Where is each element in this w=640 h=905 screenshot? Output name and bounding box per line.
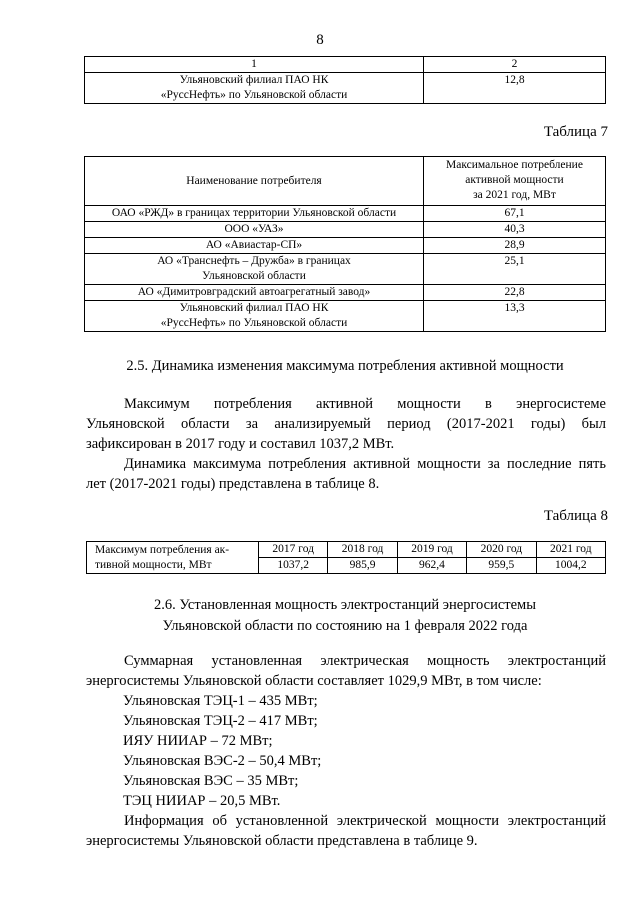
section-2-5-heading: 2.5. Динамика изменения максимума потребления активной мощности [126, 358, 564, 374]
continuation-table [84, 56, 606, 104]
list-item: Ульяновская ТЭЦ-1 – 435 МВт; [123, 693, 318, 709]
value-cell: 28,9 [424, 238, 606, 254]
table-header-row [87, 542, 606, 558]
consumer-name-line: «РуссНефть» по Ульяновской области [160, 89, 348, 101]
list-item: Ульяновская ВЭС-2 – 50,4 МВт; [123, 753, 322, 769]
year-header: 2020 год [467, 542, 536, 558]
table-row [85, 301, 606, 332]
year-header: 2017 год [259, 542, 328, 558]
consumer-name-cell [85, 254, 424, 285]
section-2-6-outro [86, 811, 606, 851]
table-7 [84, 156, 606, 332]
consumer-name-cell [85, 73, 424, 104]
value-cell: 1037,2 [259, 558, 328, 574]
row-label-line: тивной мощности, МВт [95, 558, 212, 571]
list-item: ТЭЦ НИИАР – 20,5 МВт. [123, 793, 281, 809]
value-cell: 13,3 [424, 301, 606, 332]
value-cell: 1004,2 [536, 558, 605, 574]
paragraph-line: Ульяновской области за анализируемый период (2017-2021 годы) был [86, 416, 606, 432]
value-cell: 985,9 [328, 558, 397, 574]
value-cell: 12,8 [424, 73, 606, 104]
list-item: ИЯУ НИИАР – 72 МВт; [123, 733, 273, 749]
table-row [85, 254, 606, 285]
consumer-name-cell: АО «Димитровградский автоагрегатный завод» [85, 285, 424, 301]
table-row [85, 206, 606, 222]
column-header [424, 157, 606, 206]
table-header-row [85, 57, 606, 73]
paragraph-line: энергосистемы Ульяновской области представлена в таблице 9. [86, 833, 478, 849]
table-row [85, 238, 606, 254]
value-cell: 67,1 [424, 206, 606, 222]
value-cell: 962,4 [397, 558, 466, 574]
section-2-6-heading [60, 595, 630, 637]
paragraph-line: Максимум потребления активной мощности в энергосистеме [124, 396, 606, 412]
heading-line: 2.6. Установленная мощность электростанций энергосистемы [154, 597, 536, 613]
column-header-line: активной мощности [465, 174, 564, 186]
value-cell: 40,3 [424, 222, 606, 238]
column-header: 2 [424, 57, 606, 73]
column-header: 1 [85, 57, 424, 73]
table-row [85, 285, 606, 301]
table-8-caption: Таблица 8 [543, 508, 608, 524]
paragraph-line: Динамика максимума потребления активной мощности за последние пять [124, 456, 606, 472]
page-number: 8 [316, 32, 324, 48]
list-item: Ульяновская ТЭЦ-2 – 417 МВт; [123, 713, 318, 729]
consumer-name-cell: ОАО «РЖД» в границах территории Ульяновской области [85, 206, 424, 222]
year-header: 2018 год [328, 542, 397, 558]
heading-line: Ульяновской области по состоянию на 1 февраля 2022 года [162, 618, 528, 634]
table-8 [86, 541, 606, 574]
column-header-line: за 2021 год, МВт [473, 189, 556, 201]
paragraph-line: зафиксирован в 2017 году и составил 1037,2 МВт. [86, 436, 395, 452]
year-header: 2021 год [536, 542, 605, 558]
table-row [85, 222, 606, 238]
consumer-name-cell: АО «Авиастар-СП» [85, 238, 424, 254]
table-header-row [85, 157, 606, 206]
consumer-name-cell: ООО «УАЗ» [85, 222, 424, 238]
row-label-line: Максимум потребления ак- [95, 543, 230, 556]
year-header: 2019 год [397, 542, 466, 558]
paragraph-line: энергосистемы Ульяновской области составляет 1029,9 МВт, в том числе: [86, 673, 542, 689]
table-row [85, 73, 606, 104]
consumer-name-line: Ульяновский филиал ПАО НК [179, 74, 329, 86]
column-header-line: Максимальное потребление [446, 159, 583, 171]
paragraph-line: Суммарная установленная электрическая мощность электростанций [124, 653, 606, 669]
consumer-name-line: АО «Транснефть – Дружба» в границах [157, 255, 351, 267]
section-2-5-paragraph [86, 394, 606, 494]
consumer-name-cell [85, 301, 424, 332]
value-cell: 959,5 [467, 558, 536, 574]
section-2-6-intro [86, 651, 606, 691]
table-7-caption: Таблица 7 [543, 124, 608, 140]
row-label-cell [87, 542, 259, 574]
consumer-name-line: «РуссНефть» по Ульяновской области [160, 317, 348, 329]
consumer-name-line: Ульяновский филиал ПАО НК [179, 302, 329, 314]
consumer-name-line: Ульяновской области [202, 270, 306, 282]
column-header: Наименование потребителя [85, 157, 424, 206]
paragraph-line: Информация об установленной электрической мощности электростанций [124, 813, 606, 829]
list-item: Ульяновская ВЭС – 35 МВт; [123, 773, 299, 789]
value-cell: 22,8 [424, 285, 606, 301]
value-cell: 25,1 [424, 254, 606, 285]
paragraph-line: лет (2017-2021 годы) представлена в таблице 8. [86, 476, 380, 492]
